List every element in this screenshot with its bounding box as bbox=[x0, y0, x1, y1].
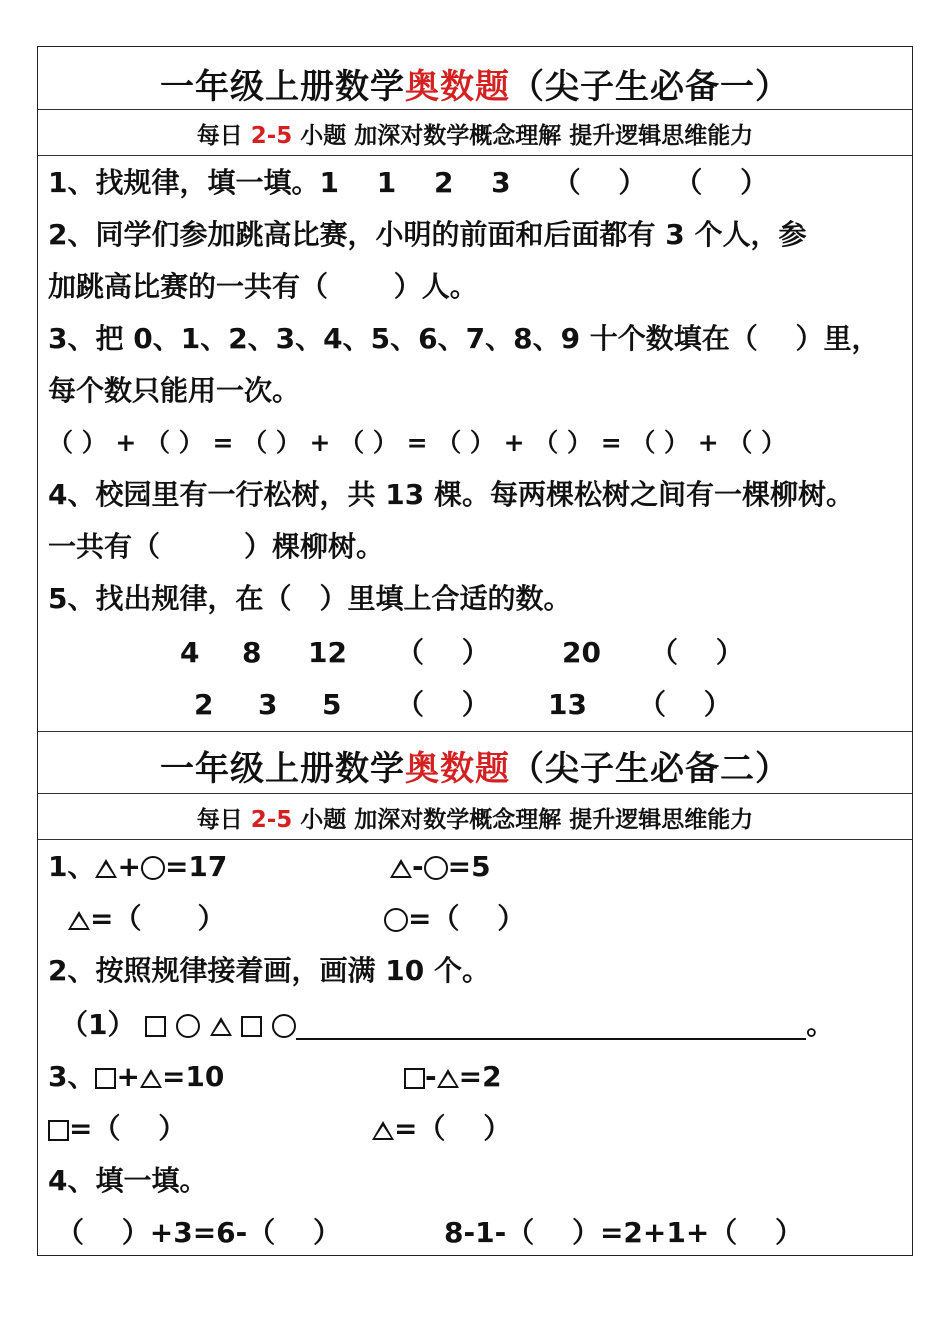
s2-q4-right: 8-1-（ ）=2+1+（ ） bbox=[444, 1216, 804, 1249]
s2-q4-left: （ ）+3=6-（ ） bbox=[56, 1216, 342, 1249]
s1-question-4b: 一共有（ ）棵柳树。 bbox=[48, 530, 385, 563]
answer-blank-line[interactable] bbox=[296, 1012, 806, 1040]
worksheet bbox=[37, 46, 913, 1256]
divider bbox=[38, 155, 912, 156]
square-icon bbox=[95, 1068, 116, 1089]
s2-question-1-eq1: 1、 + =17 bbox=[48, 850, 228, 883]
s1-question-3a: 3、把 0、1、2、3、4、5、6、7、8、9 十个数填在（ ）里， bbox=[48, 322, 880, 355]
s2-question-2: 2、按照规律接着画，画满 10 个。 bbox=[48, 954, 490, 987]
s2-q2-pattern: （1） 。 bbox=[60, 1008, 835, 1041]
s2-q1-answer-triangle: =（ ） bbox=[68, 901, 225, 937]
triangle-icon bbox=[437, 1069, 459, 1088]
s1-q5-r2-6: （ ） bbox=[638, 688, 732, 721]
s1-question-1: 1、找规律，填一填。1 1 2 3 （ ） （ ） bbox=[48, 166, 769, 199]
divider bbox=[38, 731, 912, 732]
circle-icon bbox=[272, 1014, 296, 1038]
s2-question-1-eq2: - =5 bbox=[390, 849, 491, 885]
s1-question-3b: 每个数只能用一次。 bbox=[48, 374, 301, 407]
square-icon bbox=[241, 1016, 262, 1037]
s1-q5-r1-3: 12 bbox=[308, 636, 347, 669]
s1-q5-r2-2: 3 bbox=[258, 688, 278, 721]
s1-q5-r1-2: 8 bbox=[242, 636, 262, 669]
circle-icon bbox=[176, 1014, 200, 1038]
s1-q5-r2-3: 5 bbox=[322, 688, 342, 721]
square-icon bbox=[48, 1120, 69, 1141]
divider bbox=[38, 793, 912, 794]
s1-q5-r2-4: （ ） bbox=[396, 688, 490, 721]
s1-q5-r1-1: 4 bbox=[180, 636, 200, 669]
s1-q5-r1-6: （ ） bbox=[650, 636, 744, 669]
square-icon bbox=[404, 1068, 425, 1089]
s2-question-3-eq2: - =2 bbox=[404, 1059, 502, 1095]
triangle-icon bbox=[68, 911, 90, 930]
circle-icon bbox=[384, 908, 408, 932]
square-icon bbox=[145, 1016, 166, 1037]
triangle-icon bbox=[95, 859, 117, 878]
s1-q5-r1-5: 20 bbox=[562, 636, 601, 669]
s2-question-4: 4、填一填。 bbox=[48, 1164, 208, 1197]
triangle-icon bbox=[210, 1017, 232, 1036]
section2-subtitle: 每日 2-5 小题 加深对数学概念理解 提升逻辑思维能力 bbox=[196, 807, 754, 833]
triangle-icon bbox=[140, 1069, 162, 1088]
s1-q5-r1-4: （ ） bbox=[396, 636, 490, 669]
s1-question-2b: 加跳高比赛的一共有（ ）人。 bbox=[48, 270, 478, 303]
s1-q5-r2-5: 13 bbox=[548, 688, 587, 721]
divider bbox=[38, 839, 912, 840]
s1-question-2a: 2、同学们参加跳高比赛，小明的前面和后面都有 3 个人，参 bbox=[48, 218, 807, 251]
section1-title: 一年级上册数学奥数题（尖子生必备一） bbox=[160, 67, 790, 107]
triangle-icon bbox=[390, 859, 412, 878]
s2-q3-answer-square: =（ ） bbox=[48, 1111, 186, 1147]
s1-question-5: 5、找出规律，在（ ）里填上合适的数。 bbox=[48, 582, 572, 615]
s2-question-3-eq1: 3、 + =10 bbox=[48, 1060, 225, 1093]
s1-question-4a: 4、校园里有一行松树，共 13 棵。每两棵松树之间有一棵柳树。 bbox=[48, 478, 854, 511]
s1-q5-r2-1: 2 bbox=[194, 688, 214, 721]
circle-icon bbox=[141, 856, 165, 880]
triangle-icon bbox=[372, 1121, 394, 1140]
s2-q3-answer-triangle: =（ ） bbox=[372, 1111, 511, 1147]
section2-title: 一年级上册数学奥数题（尖子生必备二） bbox=[160, 749, 790, 789]
section1-subtitle: 每日 2-5 小题 加深对数学概念理解 提升逻辑思维能力 bbox=[196, 123, 754, 149]
circle-icon bbox=[424, 856, 448, 880]
divider bbox=[38, 109, 912, 110]
s2-q1-answer-circle: =（ ） bbox=[384, 901, 525, 937]
s1-question-3-equation: （ ） + （ ） = （ ） + （ ） = （ ） + （ ） = （ ） + （ ） bbox=[48, 428, 787, 457]
